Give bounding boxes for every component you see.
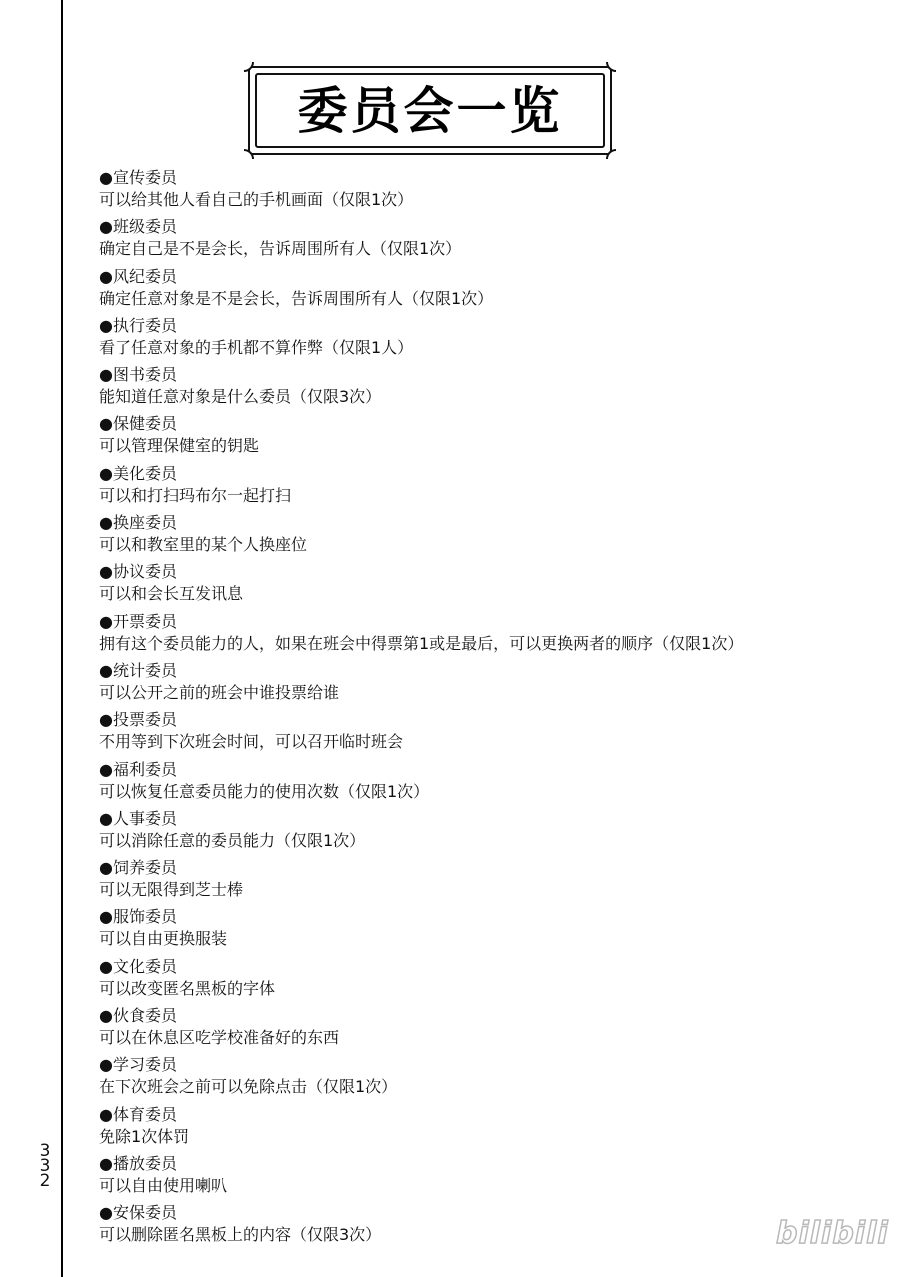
committee-name: ●文化委员: [99, 956, 177, 976]
committee-name: ●安保委员: [99, 1203, 177, 1223]
committee-entry: [99, 266, 859, 315]
page-number-digit: 2: [39, 1171, 51, 1191]
committee-entry: [99, 1005, 859, 1054]
committee-ability: 可以和打扫玛布尔一起打扫: [99, 485, 292, 505]
committee-name: ●换座委员: [99, 513, 177, 533]
committee-ability: 可以公开之前的班会中谁投票给谁: [99, 682, 340, 702]
committee-ability: 确定任意对象是不是会长，告诉周围所有人（仅限1次）: [99, 288, 494, 308]
committee-name: ●播放委员: [99, 1153, 177, 1173]
committee-ability: 拥有这个委员能力的人，如果在班会中得票第1或是最后，可以更换两者的顺序（仅限1次）: [99, 633, 744, 653]
page-number-digit: 3: [39, 1156, 51, 1176]
committee-entry: [99, 463, 859, 512]
committee-entry: [99, 1153, 859, 1202]
committee-name: ●人事委员: [99, 808, 177, 828]
committee-entry: [99, 759, 859, 808]
page-title: 委员会一览: [297, 81, 563, 140]
committee-name: ●统计委员: [99, 660, 177, 680]
committee-ability: 可以和会长互发讯息: [99, 584, 244, 604]
committee-entry: [99, 857, 859, 906]
committee-name: ●饲养委员: [99, 858, 177, 878]
committee-entry: [99, 1104, 859, 1153]
frame-corner: [244, 62, 254, 72]
page-number: [38, 1141, 52, 1191]
committee-entry: [99, 906, 859, 955]
committee-name: ●风纪委员: [99, 266, 177, 286]
margin-rule: [61, 0, 63, 1277]
committee-ability: 免除1次体罚: [99, 1126, 190, 1146]
committee-ability: 看了任意对象的手机都不算作弊（仅限1人）: [99, 337, 414, 357]
committee-name: ●保健委员: [99, 414, 177, 434]
committee-entry: [99, 512, 859, 561]
committee-entry: [99, 956, 859, 1005]
committee-list: [99, 167, 859, 1252]
committee-ability: 确定自己是不是会长，告诉周围所有人（仅限1次）: [99, 239, 462, 259]
committee-name: ●福利委员: [99, 759, 177, 779]
bilibili-watermark: bilibili: [776, 1216, 889, 1251]
committee-ability: 可以恢复任意委员能力的使用次数（仅限1次）: [99, 781, 430, 801]
page-number-digit: 3: [39, 1141, 51, 1161]
frame-corner: [606, 149, 616, 159]
frame-corner: [606, 62, 616, 72]
committee-name: ●宣传委员: [99, 168, 177, 187]
committee-ability: 可以自由更换服装: [99, 929, 228, 949]
frame-corner: [244, 149, 254, 159]
committee-ability: 可以和教室里的某个人换座位: [99, 535, 308, 555]
committee-name: ●伙食委员: [99, 1006, 177, 1026]
committee-name: ●执行委员: [99, 315, 177, 335]
committee-name: ●服饰委员: [99, 907, 177, 927]
committee-ability: 在下次班会之前可以免除点击（仅限1次）: [99, 1077, 398, 1097]
committee-ability: 可以给其他人看自己的手机画面（仅限1次）: [99, 190, 414, 209]
committee-entry: [99, 364, 859, 413]
committee-entry: [99, 1202, 859, 1251]
title-frame: [248, 66, 612, 155]
committee-ability: 能知道任意对象是什么委员（仅限3次）: [99, 387, 382, 407]
committee-ability: 可以删除匿名黑板上的内容（仅限3次）: [99, 1225, 382, 1245]
committee-entry: [99, 413, 859, 462]
committee-entry: [99, 561, 859, 610]
committee-ability: 可以自由使用喇叭: [99, 1175, 228, 1195]
committee-ability: 可以消除任意的委员能力（仅限1次）: [99, 830, 366, 850]
committee-ability: 可以改变匿名黑板的字体: [99, 978, 276, 998]
committee-name: ●协议委员: [99, 562, 177, 582]
committee-name: ●开票委员: [99, 611, 177, 631]
committee-ability: 不用等到下次班会时间，可以召开临时班会: [99, 732, 404, 752]
committee-entry: [99, 167, 859, 216]
committee-entry: [99, 709, 859, 758]
committee-entry: [99, 660, 859, 709]
committee-entry: [99, 808, 859, 857]
committee-entry: [99, 315, 859, 364]
committee-name: ●班级委员: [99, 217, 177, 237]
committee-name: ●投票委员: [99, 710, 177, 730]
committee-entry: [99, 611, 859, 660]
committee-name: ●学习委员: [99, 1055, 177, 1075]
committee-ability: 可以管理保健室的钥匙: [99, 436, 260, 456]
committee-entry: [99, 1054, 859, 1103]
committee-name: ●图书委员: [99, 365, 177, 385]
committee-ability: 可以在休息区吃学校准备好的东西: [99, 1028, 340, 1048]
committee-name: ●美化委员: [99, 463, 177, 483]
committee-entry: [99, 216, 859, 265]
committee-ability: 可以无限得到芝士棒: [99, 880, 244, 900]
committee-name: ●体育委员: [99, 1104, 177, 1124]
